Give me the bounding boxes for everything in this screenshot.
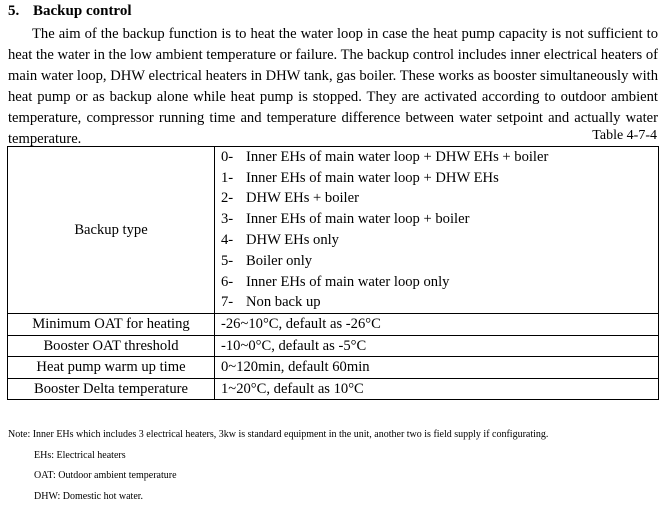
option-code: 7- bbox=[221, 294, 246, 311]
section-title: Backup control bbox=[33, 3, 132, 19]
option-text: Inner EHs of main water loop + DHW EHs + boiler bbox=[246, 149, 548, 166]
row-label: Booster Delta temperature bbox=[8, 378, 215, 400]
row-value: -10~0°C, default as -5°C bbox=[215, 335, 659, 357]
option-code: 2- bbox=[221, 190, 246, 207]
option-code: 3- bbox=[221, 211, 246, 228]
row-label: Booster OAT threshold bbox=[8, 335, 215, 357]
option-text: Inner EHs of main water loop + DHW EHs bbox=[246, 170, 499, 187]
option-code: 1- bbox=[221, 170, 246, 187]
option-text: DHW EHs only bbox=[246, 232, 339, 249]
row-value: 1~20°C, default as 10°C bbox=[215, 378, 659, 400]
row-label: Minimum OAT for heating bbox=[8, 314, 215, 336]
note-main: Note: Inner EHs which includes 3 electrical heaters, 3kw is standard equipment in the unit, another two is field supply if configurating. bbox=[8, 425, 548, 446]
option-item bbox=[221, 230, 658, 251]
option-item bbox=[221, 251, 658, 272]
option-code: 4- bbox=[221, 232, 246, 249]
option-text: Inner EHs of main water loop only bbox=[246, 274, 449, 291]
option-code: 0- bbox=[221, 149, 246, 166]
backup-type-label: Backup type bbox=[8, 147, 215, 314]
section-number: 5. bbox=[8, 2, 33, 20]
option-text: Boiler only bbox=[246, 253, 312, 270]
note-item: EHs: Electrical heaters bbox=[8, 446, 548, 467]
option-code: 6- bbox=[221, 274, 246, 291]
option-item bbox=[221, 189, 658, 210]
table-row-backup-type bbox=[8, 147, 659, 314]
table-caption: Table 4-7-4 bbox=[592, 127, 657, 145]
row-value: -26~10°C, default as -26°C bbox=[215, 314, 659, 336]
notes-section bbox=[8, 425, 548, 507]
table-row bbox=[8, 314, 659, 336]
option-item bbox=[221, 272, 658, 293]
option-item bbox=[221, 147, 658, 168]
section-heading bbox=[8, 2, 132, 20]
table-row bbox=[8, 357, 659, 379]
option-item bbox=[221, 209, 658, 230]
option-item bbox=[221, 293, 658, 314]
table-row bbox=[8, 378, 659, 400]
intro-paragraph: The aim of the backup function is to heat the water loop in case the heat pump capacity is not sufficient to heat the water in the low ambient temperature or failure. The backup control includes inner electrical heaters of main water loop, DHW electrical heaters in DHW tank, gas boiler. These works as booster simultaneously with heat pump or as backup alone while heat pump is stopped. They are activated according to outdoor ambient temperature, compressor running time and temperature difference between water setpoint and actually water temperature. bbox=[8, 24, 658, 150]
table-row bbox=[8, 335, 659, 357]
option-item bbox=[221, 168, 658, 189]
option-text: DHW EHs + boiler bbox=[246, 190, 359, 207]
option-text: Inner EHs of main water loop + boiler bbox=[246, 211, 469, 228]
row-label: Heat pump warm up time bbox=[8, 357, 215, 379]
backup-settings-table bbox=[7, 146, 659, 400]
backup-type-options bbox=[215, 147, 659, 314]
row-value: 0~120min, default 60min bbox=[215, 357, 659, 379]
option-text: Non back up bbox=[246, 294, 321, 311]
option-code: 5- bbox=[221, 253, 246, 270]
note-item: OAT: Outdoor ambient temperature bbox=[8, 466, 548, 487]
note-item: DHW: Domestic hot water. bbox=[8, 487, 548, 507]
